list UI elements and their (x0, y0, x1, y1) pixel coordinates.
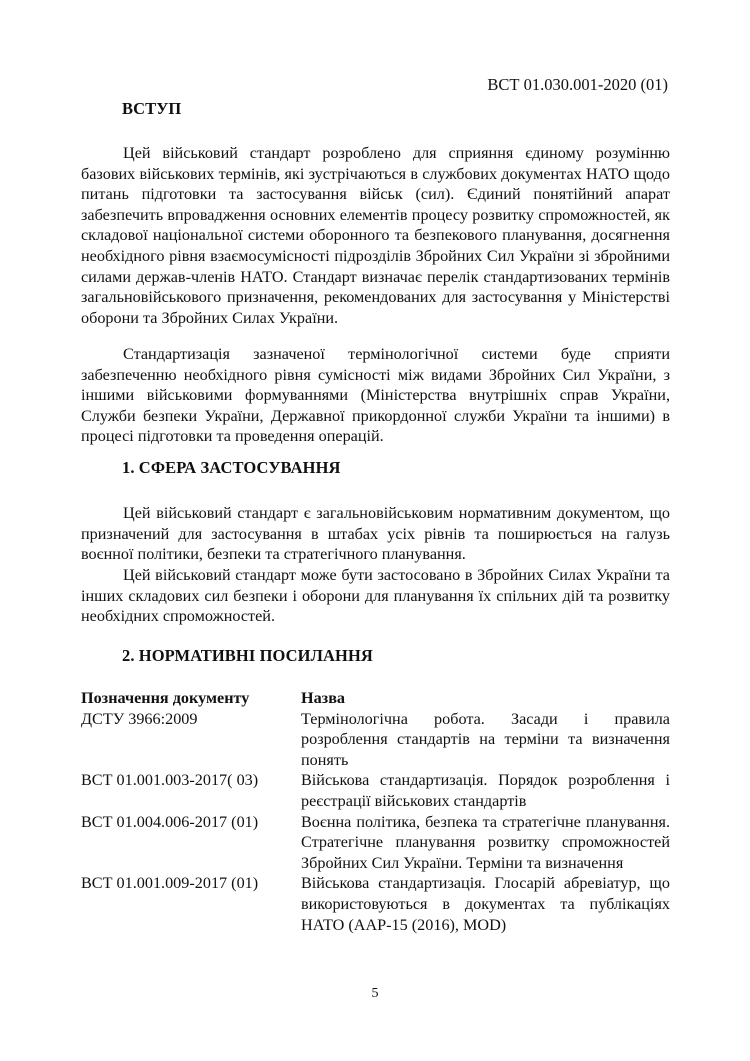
column-header-name: Назва (301, 689, 346, 707)
section-title-scope: 1. СФЕРА ЗАСТОСУВАННЯ (122, 458, 341, 477)
table-row (81, 709, 670, 771)
reference-name: Військова стандартизація. Порядок розроблення і реєстрації військових стандартів (301, 771, 670, 810)
reference-name: Воєнна політика, безпека та стратегічне планування. Стратегічне планування розвитку спроможностей Збройних Сил України. Терміни та визначення (301, 812, 670, 872)
section-title-intro: ВСТУП (122, 99, 182, 118)
section-title-references: 2. НОРМАТИВНІ ПОСИЛАННЯ (122, 646, 373, 665)
reference-code: ВСТ 01.001.009-2017 (01) (81, 874, 259, 893)
reference-name: Військова стандартизація. Глосарій абревіатур, що використовуються в документах та публікаціях НАТО (AAP-15 (2016), MOD) (301, 874, 670, 934)
reference-code: ДСТУ 3966:2009 (81, 709, 198, 728)
reference-name: Термінологічна робота. Засади і правила розроблення стандартів на терміни та визначення понять (301, 709, 670, 769)
document-code: ВСТ 01.030.001-2020 (01) (487, 75, 668, 94)
page-number: 5 (371, 986, 379, 1001)
references-table-header (81, 688, 670, 709)
intro-paragraph-1: Цей військовий стандарт розроблено для сприяння єдиному розумінню базових військових термінів, які зустрічаються в службових документах НАТО щодо питань підготовки та застосування військ (сил). Єдиний понятійний апарат забезпечить впровадження основних елементів процесу розвитку спроможностей, як складової національної системи оборонного та безпекового планування, досягнення необхідного рівня взаємосумісності підрозділів Збройних Сил України зі збройними силами держав-членів НАТО. Стандарт визначає перелік стандартизованих термінів загальновійськового призначення, рекомендованих для застосування у Міністерстві оборони та Збройних Силах України. (81, 144, 670, 327)
table-row (81, 770, 670, 811)
reference-code: ВСТ 01.001.003-2017( 03) (81, 771, 259, 790)
scope-paragraph-2: Цей військовий стандарт може бути застосовано в Збройних Силах України та інших складових сил безпеки і оборони для планування їх спільних дій та розвитку необхідних спроможностей. (81, 566, 670, 626)
references-table (81, 688, 670, 935)
reference-code: ВСТ 01.004.006-2017 (01) (81, 812, 259, 831)
column-header-code: Позначення документу (81, 689, 250, 707)
scope-paragraph-1: Цей військовий стандарт є загальновійськовим нормативним документом, що призначений для застосування в штабах усіх рівнів та поширюється на галузь воєнної політики, безпеки та стратегічного планування. (81, 504, 670, 564)
intro-paragraph-2: Стандартизація зазначеної термінологічної системи буде сприяти забезпеченню необхідного рівня сумісності між видами Збройних Сил України, з іншими військовими формуваннями (Міністерства внутрішніх справ України, Служби безпеки України, Державної прикордонної служби України та іншими) в процесі підготовки та проведення операцій. (81, 345, 670, 446)
table-row (81, 812, 670, 874)
table-row (81, 873, 670, 935)
